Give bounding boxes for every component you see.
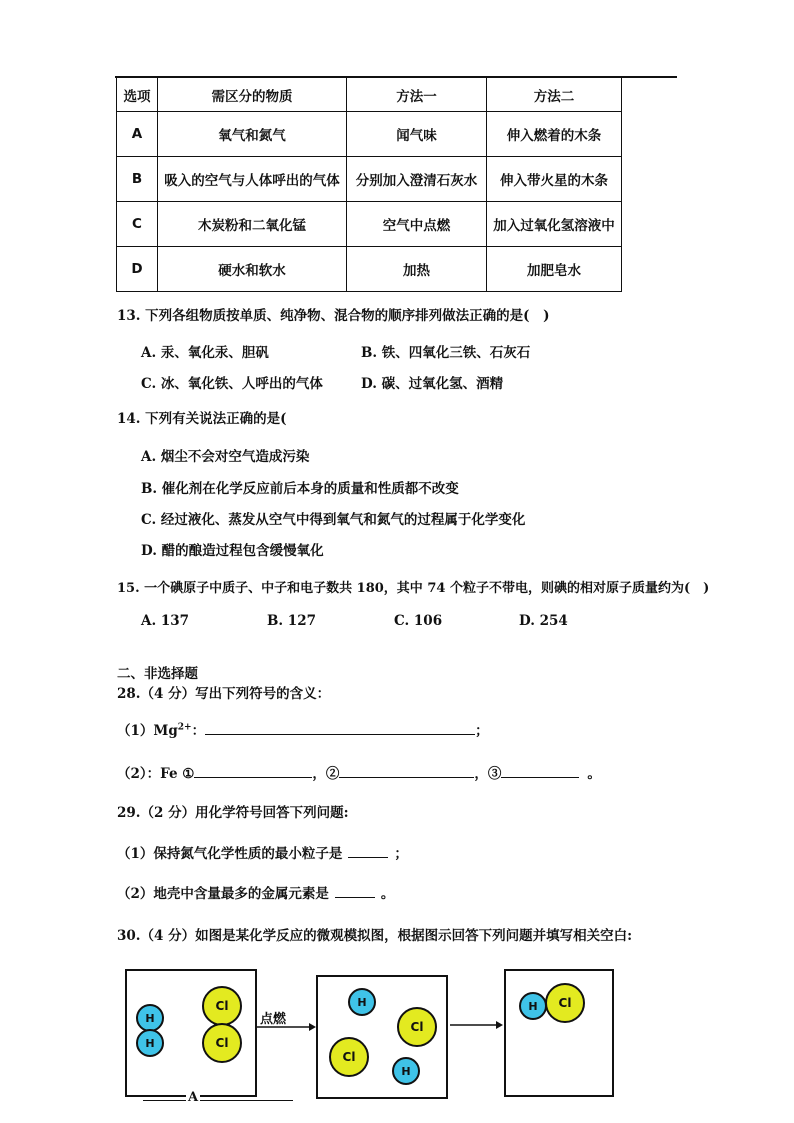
label-a-rule <box>143 1100 293 1101</box>
answer-blank-28-2a[interactable] <box>194 763 312 778</box>
q14-option-c[interactable]: C. 经过液化、蒸发从空气中得到氧气和氮气的过程属于化学变化 <box>141 512 526 528</box>
q28-p1-prefix: （1）Mg <box>117 723 178 739</box>
table-cell: 吸入的空气与人体呼出的气体 <box>158 157 347 202</box>
q28-part-1 <box>117 719 489 739</box>
table-row <box>117 157 622 202</box>
table-header-row <box>117 78 622 112</box>
q29-part-1 <box>117 842 408 862</box>
table-cell: 加入过氧化氢溶液中 <box>487 202 622 247</box>
q28-p1-colon: ： <box>191 723 206 739</box>
q29-part-2 <box>117 882 394 902</box>
q28-part-2 <box>117 762 601 782</box>
reaction-condition-label: 点燃 <box>260 1012 287 1027</box>
q28-p2-end: 。 <box>587 766 601 782</box>
q14-option-a[interactable]: A. 烟尘不会对空气造成污染 <box>141 449 310 465</box>
hydrogen-atom: H <box>519 992 547 1020</box>
question-28-stem: 28.（4 分）写出下列符号的含义： <box>117 686 331 702</box>
q15-option-a[interactable]: A. 137 <box>141 613 190 629</box>
chlorine-atom: Cl <box>202 986 242 1026</box>
hydrogen-atom: H <box>348 988 376 1016</box>
table-cell: 伸入带火星的木条 <box>487 157 622 202</box>
reaction-arrow-1 <box>255 1022 317 1032</box>
q15-option-d[interactable]: D. 254 <box>519 613 568 629</box>
q28-p2-sep3: ，③ <box>474 766 502 782</box>
chlorine-atom: Cl <box>329 1037 369 1077</box>
q28-p2-sep2: ，② <box>312 766 340 782</box>
q15-option-b[interactable]: B. 127 <box>267 613 316 629</box>
table-header: 需区分的物质 <box>158 78 347 112</box>
table-cell: 分别加入澄清石灰水 <box>347 157 487 202</box>
hydrogen-atom: H <box>392 1057 420 1085</box>
table-cell: 氧气和氮气 <box>158 112 347 157</box>
answer-blank-29-2[interactable] <box>335 883 375 898</box>
table-cell: 加热 <box>347 247 487 292</box>
q13-option-a[interactable]: A. 汞、氧化汞、胆矾 <box>141 345 269 361</box>
hydrogen-atom: H <box>136 1029 164 1057</box>
answer-blank-28-2b[interactable] <box>339 763 474 778</box>
hydrogen-atom: H <box>136 1004 164 1032</box>
question-13-stem: 13. 下列各组物质按单质、纯净物、混合物的顺序排列做法正确的是( ) <box>117 308 550 324</box>
table-cell: D <box>117 247 158 292</box>
q14-option-d[interactable]: D. 醋的酿造过程包含缓慢氧化 <box>141 543 324 559</box>
table-row <box>117 112 622 157</box>
q29-p2-text: （2）地壳中含量最多的金属元素是 <box>117 886 329 902</box>
table-header: 选项 <box>117 78 158 112</box>
section-heading: 二、非选择题 <box>117 666 198 682</box>
table-row <box>117 202 622 247</box>
answer-blank-28-1[interactable] <box>205 720 475 735</box>
q14-option-b[interactable]: B. 催化剂在化学反应前后本身的质量和性质都不改变 <box>141 481 459 497</box>
table-row <box>117 247 622 292</box>
table-cell: C <box>117 202 158 247</box>
table-cell: A <box>117 112 158 157</box>
table-cell: 硬水和软水 <box>158 247 347 292</box>
table-cell: 木炭粉和二氧化锰 <box>158 202 347 247</box>
question-30-stem: 30.（4 分）如图是某化学反应的微观模拟图，根据图示回答下列问题并填写相关空白: <box>117 928 633 944</box>
reaction-arrow-2 <box>448 1020 504 1030</box>
q28-p2-prefix: （2）：Fe ① <box>117 766 195 782</box>
q13-option-c[interactable]: C. 冰、氧化铁、人呼出的气体 <box>141 376 323 392</box>
table-cell: 空气中点燃 <box>347 202 487 247</box>
q28-p1-end: ； <box>475 723 489 739</box>
chlorine-atom: Cl <box>397 1007 437 1047</box>
q29-p1-end: ； <box>394 846 408 862</box>
q15-option-c[interactable]: C. 106 <box>394 613 443 629</box>
q13-option-d[interactable]: D. 碳、过氧化氢、酒精 <box>361 376 504 392</box>
chlorine-atom: Cl <box>202 1023 242 1063</box>
answer-blank-29-1[interactable] <box>348 843 388 858</box>
chlorine-atom: Cl <box>545 983 585 1023</box>
table-cell: 伸入燃着的木条 <box>487 112 622 157</box>
question-29-stem: 29.（2 分）用化学符号回答下列问题: <box>117 805 349 821</box>
answer-blank-28-2c[interactable] <box>501 763 579 778</box>
table-cell: 闻气味 <box>347 112 487 157</box>
q29-p1-text: （1）保持氮气化学性质的最小粒子是 <box>117 846 343 862</box>
table-header: 方法二 <box>487 78 622 112</box>
question-14-stem: 14. 下列有关说法正确的是( <box>117 411 287 427</box>
diagram-label-a: A <box>188 1090 199 1105</box>
q29-p2-end: 。 <box>380 886 395 902</box>
question-15-stem: 15. 一个碘原子中质子、中子和电子数共 180，其中 74 个粒子不带电，则碘的相对原子质量约为( ) <box>117 581 710 596</box>
q28-p1-charge: 2+ <box>177 722 192 733</box>
q13-option-b[interactable]: B. 铁、四氧化三铁、石灰石 <box>361 345 531 361</box>
table-cell: 加肥皂水 <box>487 247 622 292</box>
table-cell: B <box>117 157 158 202</box>
options-table <box>116 77 622 292</box>
table-header: 方法一 <box>347 78 487 112</box>
